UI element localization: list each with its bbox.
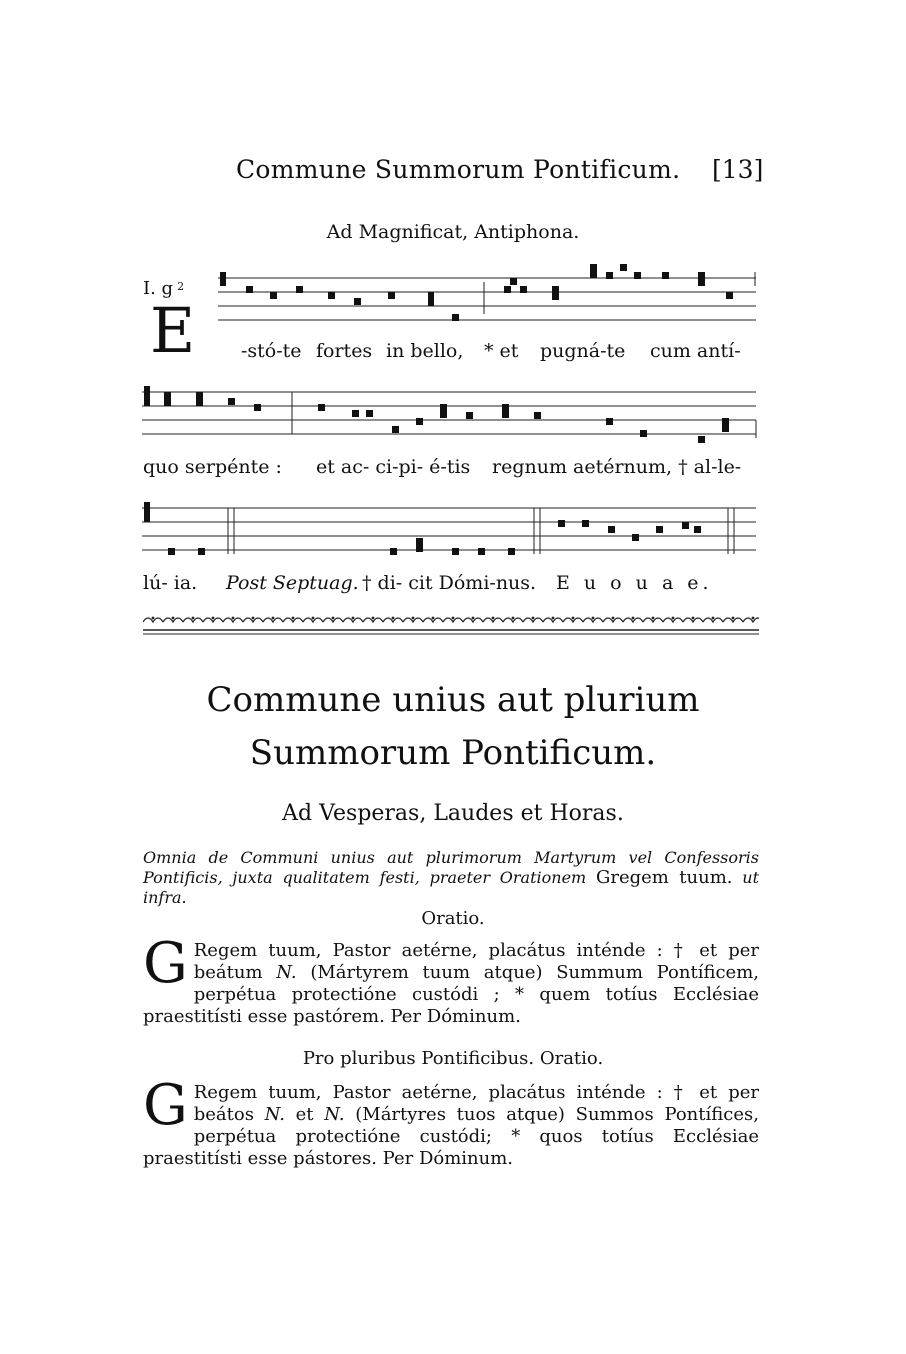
lyric-2-3: regnum aetérnum, † al-le- [492, 456, 742, 478]
running-header-title: Commune Summorum Pontificum. [236, 155, 681, 184]
lyric-1-3: in bello, [386, 340, 464, 362]
chant-staff-3 [142, 494, 758, 558]
section-title-line1: Commune unius aut plurium [206, 680, 700, 720]
page-number: [13] [712, 155, 764, 184]
oratio-heading: Oratio. [421, 908, 485, 929]
section-subtitle: Ad Vesperas, Laudes et Horas. [282, 801, 624, 826]
antiphon-title: Ad Magnificat, Antiphona. [326, 221, 580, 243]
lyric-2-2: et ac- ci-pi- é-tis [316, 456, 471, 478]
pro-pluribus-heading: Pro pluribus Pontificibus. Oratio. [302, 1048, 604, 1069]
lyric-3-3: † di- cit Dómi-nus. [362, 572, 537, 594]
chant-staff-1 [142, 262, 758, 330]
rubric: Omnia de Communi unius aut plurimorum Martyrum vel Confessoris Pontificis, juxta qualitatem festi, praeter Orationem Gregem tuum. ut infra. [143, 848, 760, 907]
chant-staff-2 [142, 378, 758, 448]
oratio-text-1: G Regem tuum, Pastor aetérne, placátus inténde : † et per beátum N. (Mártyrem tuum atque) Summum Pontíficem, perpétua protectióne custódi ; * quem totíus Ecclésiae praestitísti esse pastórem. Per Dóminum. [143, 931, 759, 1027]
initial-letter-e: E [150, 294, 196, 367]
lyric-1-6: cum antí- [650, 340, 741, 362]
dropcap-g-1: G [143, 931, 188, 996]
lyric-3-4: E u o u a e. [556, 572, 713, 594]
chant-mode: I. g $_2$ [143, 278, 185, 299]
dropcap-g-2: G [143, 1073, 188, 1138]
section-title-line2: Summorum Pontificum. [249, 733, 657, 773]
oratio-text-2: G Regem tuum, Pastor aetérne, placátus inténde : † et per beátos N. et N. (Mártyres tuos atque) Summos Pontífices, perpétua protectióne custódi; * quos totíus Ecclésiae praestitísti esse pástores. Per Dóminum. [143, 1073, 759, 1169]
lyric-3-1: lú- ia. [143, 572, 198, 594]
lyric-3-2: Post Septuag. [226, 572, 359, 594]
lyric-1-2: fortes [316, 340, 373, 362]
lyric-1-1: -stó-te [241, 340, 302, 362]
lyric-1-5: pugná-te [540, 340, 626, 362]
lyric-2-1: quo serpénte : [143, 456, 282, 478]
lyric-1-4: * et [484, 340, 519, 362]
ornamental-border [143, 612, 759, 640]
